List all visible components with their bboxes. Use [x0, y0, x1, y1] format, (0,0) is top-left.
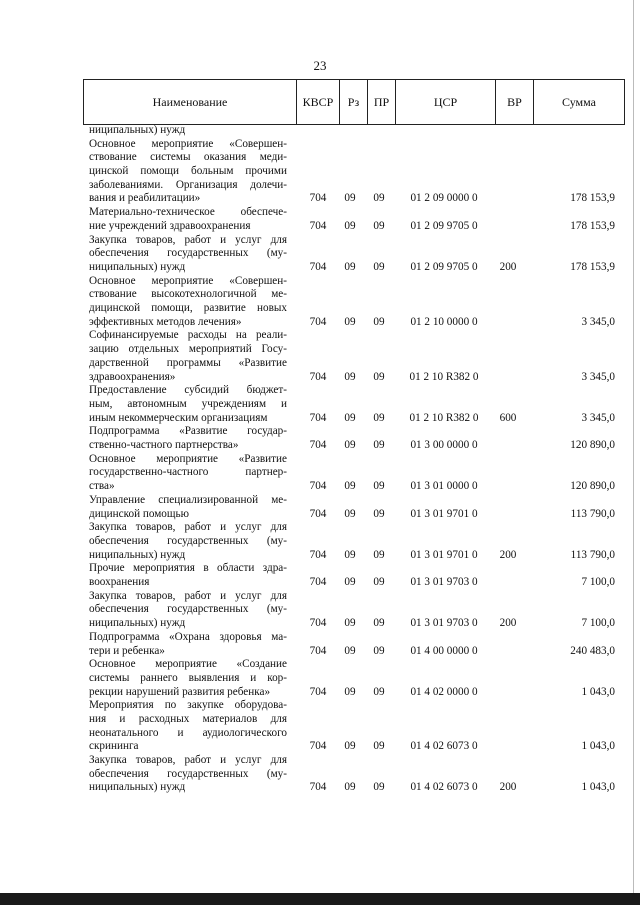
row-name-line: обеспечения государственных (му- [89, 534, 287, 547]
cell-sum: 3 345,0 [581, 411, 615, 424]
row-name-line: зацию отдельных мероприятий Госу- [89, 343, 287, 356]
cell-sum: 1 043,0 [581, 781, 615, 794]
cell-kvsr: 704 [309, 370, 327, 383]
row-name-line: Подпрограмма «Охрана здоровья ма- [89, 630, 287, 643]
cell-csr: 01 2 09 9705 0 [410, 219, 478, 232]
table-row [83, 275, 625, 330]
header-pr: ПР [368, 80, 396, 124]
row-name-line: обеспечения государственных (му- [89, 603, 287, 616]
table-row [83, 425, 625, 452]
cell-sum: 3 345,0 [581, 370, 615, 383]
row-name-line: системы раннего выявления и кор- [89, 671, 287, 684]
row-name-line: Подпрограмма «Развитие государ- [89, 425, 287, 438]
header-name: Наименование [84, 80, 297, 124]
cell-pr: 09 [373, 507, 385, 520]
row-name-line: ствование системы оказания меди- [89, 151, 287, 164]
row-name-line: Основное мероприятие «Создание [89, 658, 287, 671]
cell-csr: 01 4 00 0000 0 [410, 644, 478, 657]
cell-kvsr: 704 [309, 740, 327, 753]
cell-rz: 09 [344, 617, 356, 630]
header-kvsr: КВСР [297, 80, 340, 124]
cell-sum: 178 153,9 [570, 219, 615, 232]
row-name-line: Основное мероприятие «Развитие [89, 452, 287, 465]
cell-csr: 01 2 09 9705 0 [410, 260, 478, 273]
row-name-line: Закупка товаров, работ и услуг для [89, 233, 287, 246]
table-row [83, 384, 625, 425]
table-row [83, 453, 625, 494]
cell-vr: 600 [499, 411, 517, 424]
cell-csr: 01 2 10 R382 0 [409, 370, 479, 383]
cell-pr: 09 [373, 576, 385, 589]
row-name-line: тери и ребенка» [89, 644, 165, 657]
row-name-line: ственно-частного партнерства» [89, 439, 239, 452]
cell-rz: 09 [344, 507, 356, 520]
cell-vr: 200 [499, 781, 517, 794]
row-name [89, 206, 287, 233]
cell-pr: 09 [373, 480, 385, 493]
cell-kvsr: 704 [309, 548, 327, 561]
table-row [83, 562, 625, 589]
row-name-line: цинской помощи больным прочими [89, 165, 287, 178]
cell-pr: 09 [373, 315, 385, 328]
cell-csr: 01 2 10 R382 0 [409, 411, 479, 424]
cell-rz: 09 [344, 439, 356, 452]
cell-kvsr: 704 [309, 219, 327, 232]
row-name-line: дарственной программы «Развитие [89, 356, 287, 369]
row-name-line: неонатального и аудиологического [89, 726, 287, 739]
row-name-line: рекции нарушений развития ребенка» [89, 685, 271, 698]
row-name-line: Материально-техническое обеспече- [89, 206, 287, 219]
cell-kvsr: 704 [309, 507, 327, 520]
row-name-line: Основное мероприятие «Совершен- [89, 137, 287, 150]
cell-sum: 113 790,0 [570, 548, 615, 561]
table-row [83, 138, 625, 207]
row-name [89, 234, 287, 275]
cell-csr: 01 4 02 0000 0 [410, 685, 478, 698]
cell-csr: 01 3 00 0000 0 [410, 439, 478, 452]
cell-pr: 09 [373, 411, 385, 424]
table-body [83, 124, 625, 795]
row-name [89, 699, 287, 754]
table-header [83, 79, 625, 125]
cell-csr: 01 4 02 6073 0 [410, 781, 478, 794]
row-name-line: эффективных методов лечения» [89, 315, 242, 328]
cell-sum: 120 890,0 [570, 439, 615, 452]
header-sum: Сумма [562, 95, 596, 109]
row-name-line: заболеваниями. Организация долечи- [89, 178, 287, 191]
cell-rz: 09 [344, 644, 356, 657]
table-row [83, 658, 625, 699]
cell-pr: 09 [373, 644, 385, 657]
table-row [83, 754, 625, 795]
row-name-line: ние учреждений здравоохранения [89, 219, 251, 232]
row-name-line: Закупка товаров, работ и услуг для [89, 754, 287, 767]
table-row [83, 521, 625, 562]
table-row [83, 206, 625, 233]
row-name [89, 425, 287, 452]
row-name [89, 658, 287, 699]
cell-csr: 01 3 01 9701 0 [410, 507, 478, 520]
table-row [83, 631, 625, 658]
page-number: 23 [313, 58, 327, 73]
cell-rz: 09 [344, 315, 356, 328]
cell-sum: 178 153,9 [570, 192, 615, 205]
table-row [83, 699, 625, 754]
row-name-line: ным, автономным учреждениям и [89, 397, 287, 410]
cell-sum: 7 100,0 [581, 576, 615, 589]
cell-sum: 7 100,0 [581, 617, 615, 630]
table-row [83, 494, 625, 521]
cell-sum: 1 043,0 [581, 740, 615, 753]
cell-pr: 09 [373, 740, 385, 753]
cell-csr: 01 2 10 0000 0 [410, 315, 478, 328]
cell-kvsr: 704 [309, 260, 327, 273]
cell-kvsr: 704 [309, 439, 327, 452]
row-name-line: ния и расходных материалов для [89, 712, 287, 725]
cell-pr: 09 [373, 192, 385, 205]
row-name [89, 384, 287, 425]
cell-csr: 01 3 01 0000 0 [410, 480, 478, 493]
table-row [83, 590, 625, 631]
cell-rz: 09 [344, 370, 356, 383]
cell-pr: 09 [373, 685, 385, 698]
cell-pr: 09 [373, 260, 385, 273]
row-name-line: дицинской помощью [89, 507, 189, 520]
row-name [89, 521, 287, 562]
cell-rz: 09 [344, 260, 356, 273]
cell-rz: 09 [344, 192, 356, 205]
cell-kvsr: 704 [309, 685, 327, 698]
row-name-line: ниципальных) нужд [89, 260, 186, 273]
row-name-line: дицинской помощи, развитие новых [89, 302, 287, 315]
row-name-line: ниципальных) нужд [89, 781, 186, 794]
cell-sum: 3 345,0 [581, 315, 615, 328]
cell-csr: 01 3 01 9703 0 [410, 617, 478, 630]
row-name-line: обеспечения государственных (му- [89, 767, 287, 780]
row-name-line: Софинансируемые расходы на реали- [89, 329, 287, 342]
cell-kvsr: 704 [309, 644, 327, 657]
cell-kvsr: 704 [309, 192, 327, 205]
cell-vr: 200 [499, 617, 517, 630]
table-row [83, 234, 625, 275]
row-name-line: иным некоммерческим организациям [89, 411, 268, 424]
cell-rz: 09 [344, 219, 356, 232]
scan-bottom-border [0, 893, 640, 905]
row-name [89, 631, 287, 658]
cell-csr: 01 2 09 0000 0 [410, 192, 478, 205]
cell-vr: 200 [499, 260, 517, 273]
row-name [89, 275, 287, 330]
cell-sum: 1 043,0 [581, 685, 615, 698]
row-name-line: ствование высокотехнологичной ме- [89, 288, 287, 301]
cell-sum: 240 483,0 [570, 644, 615, 657]
row-name-line: вания и реабилитации» [89, 192, 201, 205]
row-name [89, 453, 287, 494]
cell-kvsr: 704 [309, 315, 327, 328]
cell-sum: 178 153,9 [570, 260, 615, 273]
row-name-line: Закупка товаров, работ и услуг для [89, 589, 287, 602]
cell-pr: 09 [373, 439, 385, 452]
cell-rz: 09 [344, 548, 356, 561]
cell-rz: 09 [344, 480, 356, 493]
row-name [89, 754, 287, 795]
cell-rz: 09 [344, 781, 356, 794]
row-name-line: Предоставление субсидий бюджет- [89, 384, 287, 397]
row-name-line: здравоохранения» [89, 370, 176, 383]
row-name-line: ниципальных) нужд [89, 124, 186, 136]
cell-rz: 09 [344, 740, 356, 753]
cell-kvsr: 704 [309, 480, 327, 493]
table-row [83, 124, 625, 138]
row-name-line: скрининга [89, 740, 139, 753]
cell-csr: 01 3 01 9701 0 [410, 548, 478, 561]
row-name-line: ства» [89, 480, 115, 493]
row-name [89, 138, 287, 206]
cell-csr: 01 4 02 6073 0 [410, 740, 478, 753]
row-name-line: Основное мероприятие «Совершен- [89, 274, 287, 287]
cell-kvsr: 704 [309, 781, 327, 794]
cell-pr: 09 [373, 370, 385, 383]
row-name [89, 124, 287, 138]
cell-pr: 09 [373, 781, 385, 794]
row-name-line: Управление специализированной ме- [89, 493, 287, 506]
row-name-line: Закупка товаров, работ и услуг для [89, 521, 287, 534]
table-row [83, 329, 625, 384]
cell-kvsr: 704 [309, 576, 327, 589]
header-vr: ВР [496, 80, 534, 124]
row-name-line: Мероприятия по закупке оборудова- [89, 699, 287, 712]
row-name-line: обеспечения государственных (му- [89, 247, 287, 260]
cell-rz: 09 [344, 685, 356, 698]
cell-csr: 01 3 01 9703 0 [410, 576, 478, 589]
row-name-line: воохранения [89, 576, 150, 589]
cell-rz: 09 [344, 576, 356, 589]
cell-sum: 113 790,0 [570, 507, 615, 520]
cell-pr: 09 [373, 219, 385, 232]
row-name [89, 562, 287, 589]
row-name [89, 494, 287, 521]
row-name [89, 590, 287, 631]
cell-sum: 120 890,0 [570, 480, 615, 493]
row-name-line: ниципальных) нужд [89, 548, 186, 561]
row-name-line: государственно-частного партнер- [89, 466, 287, 479]
row-name-line: ниципальных) нужд [89, 617, 186, 630]
cell-pr: 09 [373, 548, 385, 561]
row-name-line: Прочие мероприятия в области здра- [89, 562, 287, 575]
header-rz: Рз [340, 80, 368, 124]
row-name [89, 329, 287, 384]
cell-pr: 09 [373, 617, 385, 630]
scan-edge-line [633, 0, 634, 905]
cell-kvsr: 704 [309, 411, 327, 424]
cell-vr: 200 [499, 548, 517, 561]
cell-kvsr: 704 [309, 617, 327, 630]
cell-rz: 09 [344, 411, 356, 424]
header-csr: ЦСР [396, 80, 496, 124]
